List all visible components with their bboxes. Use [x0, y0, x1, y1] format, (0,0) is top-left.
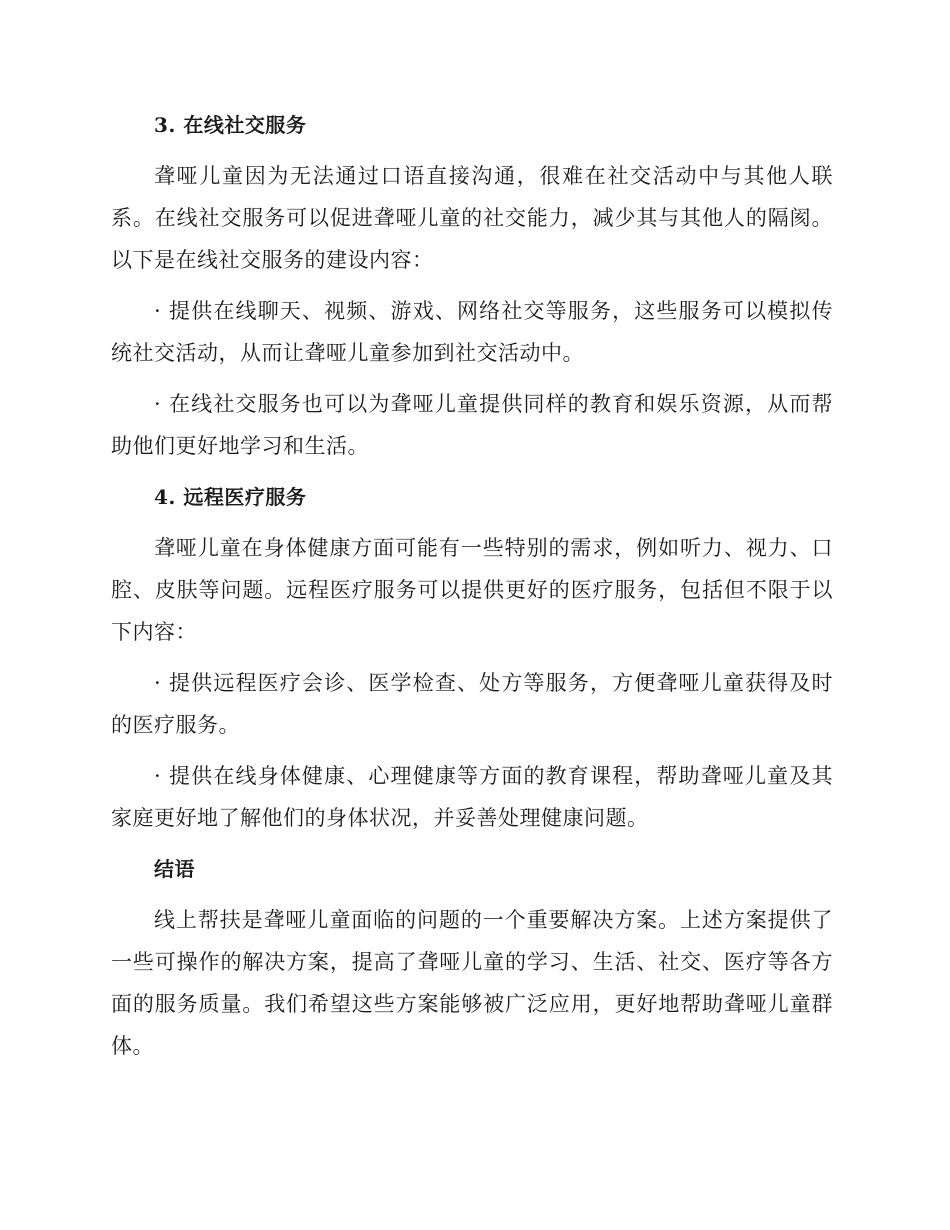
paragraph-conclusion: 线上帮扶是聋哑儿童面临的问题的一个重要解决方案。上述方案提供了一些可操作的解决方案，提高了聋哑儿童的学习、生活、社交、医疗等各方面的服务质量。我们希望这些方案能够被广泛应用，更好地帮助聋哑儿童群体。 [111, 908, 833, 1058]
bullet-online-social-resources: · 在线社交服务也可以为聋哑儿童提供同样的教育和娱乐资源，从而帮助他们更好地学习和生活。 [111, 392, 833, 458]
paragraph-online-social-intro: 聋哑儿童因为无法通过口语直接沟通，很难在社交活动中与其他人联系。在线社交服务可以促进聋哑儿童的社交能力，减少其与其他人的隔阂。以下是在线社交服务的建设内容： [111, 164, 833, 272]
paragraph-telemedicine-intro: 聋哑儿童在身体健康方面可能有一些特别的需求，例如听力、视力、口腔、皮肤等问题。远程医疗服务可以提供更好的医疗服务，包括但不限于以下内容： [111, 536, 833, 644]
section-heading-telemedicine: 4. 远程医疗服务 [154, 485, 307, 509]
document-body [111, 104, 833, 1076]
bullet-online-social-chat: · 提供在线聊天、视频、游戏、网络社交等服务，这些服务可以模拟传统社交活动，从而让聋哑儿童参加到社交活动中。 [111, 299, 833, 365]
section-heading-conclusion: 结语 [154, 857, 195, 881]
bullet-telemedicine-education: · 提供在线身体健康、心理健康等方面的教育课程，帮助聋哑儿童及其家庭更好地了解他们的身体状况，并妥善处理健康问题。 [111, 764, 833, 830]
section-heading-online-social: 3. 在线社交服务 [154, 113, 307, 137]
bullet-telemedicine-consultation: · 提供远程医疗会诊、医学检查、处方等服务，方便聋哑儿童获得及时的医疗服务。 [111, 671, 833, 737]
